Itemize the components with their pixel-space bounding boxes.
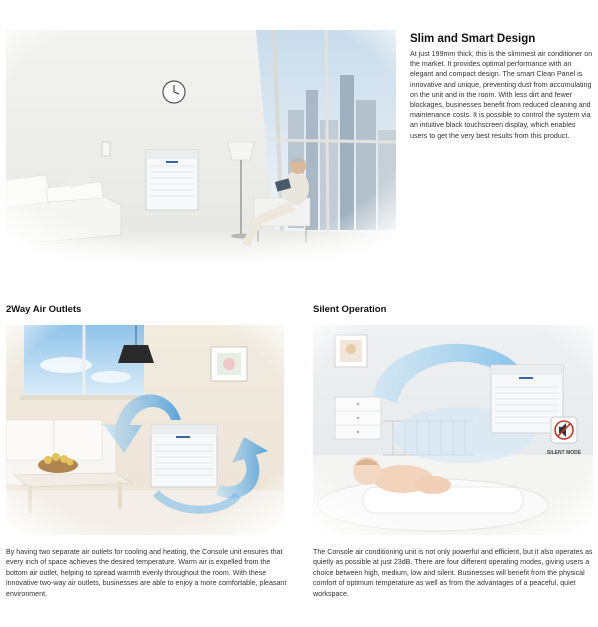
nursery-illustration	[313, 325, 593, 535]
twoway-outlets-image	[6, 325, 284, 535]
twoway-room-illustration	[6, 325, 284, 535]
twoway-description: By having two separate air outlets for cooling and heating, the Console unit ensures that every inch of space achieves the desired temperature. Warm air is expelled from the bottom air outlet, helping to spread warmth evenly throughout the room. With these innovative two-way air outlets, businesses are able to enjoy a more comfortable, pleasant environment.	[6, 548, 287, 598]
slim-design-image	[6, 30, 396, 266]
slim-design-description: At just 199mm thick, this is the slimmest air conditioner on the market. It provides optimal performance with an elegant and compact design. The smart Clean Panel is innovative and unique, preventing dust from accumulating on the unit and in the room. With less dirt and fewer blockages, businesses benefit from reduced cleaning and maintenance costs. It is possible to control the system via an intuitive black touchscreen display, which enables users to get the very best results from this product.	[410, 50, 593, 140]
slim-design-heading: Slim and Smart Design	[410, 33, 536, 45]
silent-description: The Console air conditioning unit is not only powerful and efficient, but it also operates as quietly as possible at just 23dB. There are four different operating modes, giving users a choice between high, medium, low and silent. Businesses will benefit from the physical comfort of optimum temperature as well as from the advantages of a peaceful, quiet workspace.	[313, 548, 593, 598]
silent-heading: Silent Operation	[313, 304, 387, 315]
twoway-heading: 2Way Air Outlets	[6, 304, 82, 315]
living-room-illustration	[6, 30, 396, 266]
silent-operation-image	[313, 325, 593, 535]
